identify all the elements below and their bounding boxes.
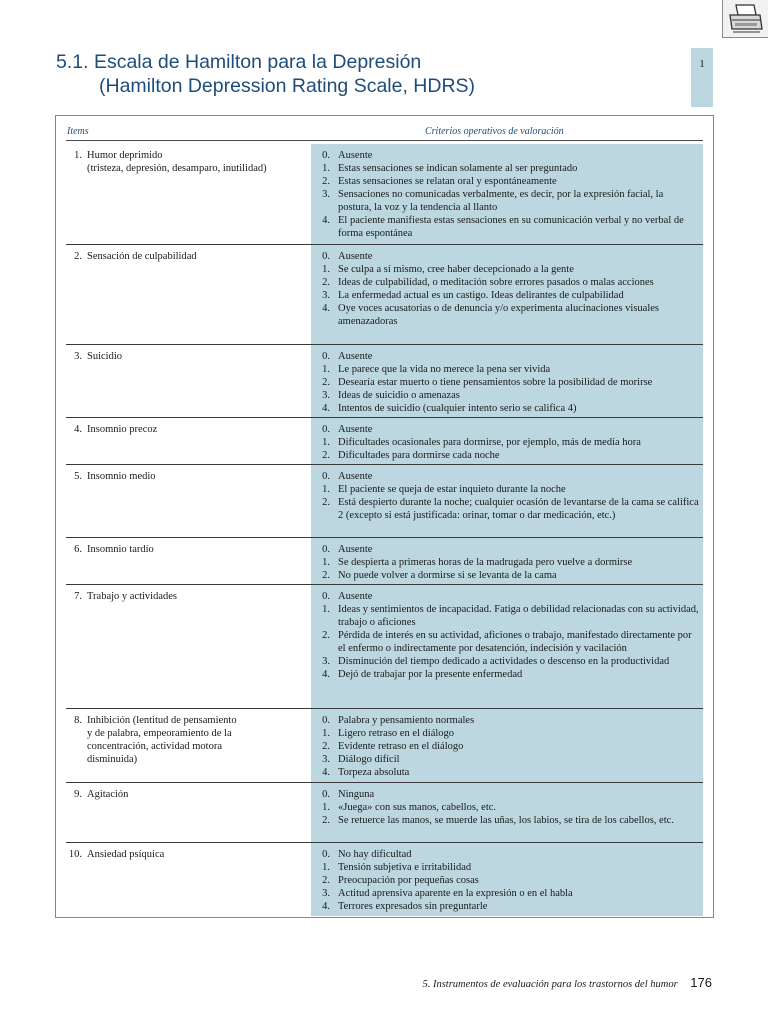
item-label: Agitación (87, 789, 129, 800)
item-label: Humor deprimido (tristeza, depresión, desamparo, inutilidad) (87, 150, 267, 174)
criteria-score: 0. (322, 351, 330, 362)
criteria-text: Dificultades ocasionales para dormirse, por ejemplo, más de media hora (338, 437, 641, 448)
criteria-score: 2. (322, 497, 330, 508)
criteria-score: 2. (322, 176, 330, 187)
criteria-score: 4. (322, 901, 330, 912)
criteria-score: 2. (322, 277, 330, 288)
criteria-option (311, 188, 703, 214)
print-button[interactable] (722, 0, 768, 38)
criteria-option (311, 214, 703, 240)
criteria-text: «Juega» con sus manos, cabellos, etc. (338, 802, 497, 813)
criteria-option (311, 402, 703, 415)
criteria-text: Se culpa a sí mismo, cree haber decepcionado a la gente (338, 264, 574, 275)
item-label: Insomnio tardío (87, 544, 154, 555)
item-cell (66, 783, 311, 801)
section-tab-number: 1 (699, 58, 705, 70)
criteria-text: Se despierta a primeras horas de la madrugada pero vuelve a dormirse (338, 557, 633, 568)
item-number: 2. (74, 251, 82, 262)
criteria-score: 0. (322, 715, 330, 726)
criteria-text: Ausente (338, 544, 373, 555)
criteria-option (311, 766, 703, 779)
item-number: 6. (74, 544, 82, 555)
criteria-text: Ligero retraso en el diálogo (338, 728, 455, 739)
criteria-option (311, 740, 703, 753)
criteria-text: Actitud aprensiva aparente en la expresión o en el habla (338, 888, 573, 899)
criteria-text: Tensión subjetiva e irritabilidad (338, 862, 472, 873)
criteria-option (311, 470, 703, 483)
criteria-text: Ausente (338, 591, 373, 602)
criteria-text: Palabra y pensamiento normales (338, 715, 475, 726)
item-label: Insomnio medio (87, 471, 156, 482)
criteria-option (311, 788, 703, 801)
criteria-score: 1. (322, 437, 330, 448)
criteria-option (311, 714, 703, 727)
table-row (66, 709, 703, 783)
criteria-score: 2. (322, 377, 330, 388)
criteria-score: 3. (322, 656, 330, 667)
criteria-text: Ideas de culpabilidad, o meditación sobre errores pasados o malas acciones (338, 277, 654, 288)
table-row (66, 538, 703, 585)
criteria-cell (311, 783, 703, 842)
table-row (66, 144, 703, 245)
criteria-option (311, 543, 703, 556)
item-number: 4. (74, 424, 82, 435)
criteria-option (311, 302, 703, 328)
criteria-option (311, 569, 703, 582)
criteria-score: 2. (322, 570, 330, 581)
criteria-cell (311, 465, 703, 537)
table-row (66, 245, 703, 345)
item-number: 3. (74, 351, 82, 362)
criteria-score: 4. (322, 403, 330, 414)
criteria-text: Terrores expresados sin preguntarle (338, 901, 488, 912)
title-line-1: 5.1. Escala de Hamilton para la Depresión (56, 51, 422, 73)
criteria-text: Ausente (338, 424, 373, 435)
criteria-option (311, 668, 703, 681)
criteria-text: Ausente (338, 150, 373, 161)
criteria-score: 0. (322, 789, 330, 800)
criteria-option (311, 900, 703, 913)
item-cell (66, 418, 311, 436)
criteria-cell (311, 709, 703, 782)
criteria-option (311, 449, 703, 462)
criteria-text: El paciente se queja de estar inquieto durante la noche (338, 484, 566, 495)
criteria-option (311, 263, 703, 276)
item-cell (66, 144, 311, 175)
criteria-text: Estas sensaciones se indican solamente al ser preguntado (338, 163, 578, 174)
criteria-score: 1. (322, 728, 330, 739)
criteria-option (311, 350, 703, 363)
item-number: 8. (74, 715, 82, 726)
criteria-option (311, 655, 703, 668)
item-cell (66, 585, 311, 603)
criteria-score: 2. (322, 815, 330, 826)
criteria-text: Evidente retraso en el diálogo (338, 741, 464, 752)
item-cell (66, 709, 311, 766)
criteria-score: 1. (322, 862, 330, 873)
criteria-score: 4. (322, 215, 330, 226)
criteria-score: 2. (322, 741, 330, 752)
header-criteria: Criterios operativos de valoración (425, 126, 564, 137)
criteria-score: 3. (322, 754, 330, 765)
criteria-text: Se retuerce las manos, se muerde las uñas, los labios, se tira de los cabellos, etc. (338, 815, 674, 826)
criteria-text: El paciente manifiesta estas sensaciones en su comunicación verbal y no verbal de forma espontánea (338, 215, 684, 239)
item-label: Sensación de culpabilidad (87, 251, 197, 262)
criteria-option (311, 848, 703, 861)
item-cell (66, 538, 311, 556)
criteria-text: No puede volver a dormirse si se levanta de la cama (338, 570, 557, 581)
criteria-option (311, 556, 703, 569)
item-label: Inhibición (lentitud de pensamiento y de palabra, empeoramiento de la concentración, actividad motora disminuida) (87, 715, 237, 765)
item-cell (66, 843, 311, 861)
criteria-option (311, 250, 703, 263)
criteria-score: 0. (322, 251, 330, 262)
criteria-text: Torpeza absoluta (338, 767, 410, 778)
criteria-option (311, 727, 703, 740)
criteria-score: 4. (322, 669, 330, 680)
criteria-text: Está despierto durante la noche; cualquier ocasión de levantarse de la cama se califica 2 (excepto si está justificada: orinar, tomar o dar medicación, etc.) (338, 497, 699, 521)
criteria-text: La enfermedad actual es un castigo. Ideas delirantes de culpabilidad (338, 290, 624, 301)
item-number: 5. (74, 471, 82, 482)
criteria-text: Oye voces acusatorias o de denuncia y/o experimenta alucinaciones visuales amenazadoras (338, 303, 660, 327)
criteria-text: Preocupación por pequeñas cosas (338, 875, 479, 886)
criteria-option (311, 423, 703, 436)
criteria-text: Ausente (338, 351, 373, 362)
criteria-text: Disminución del tiempo dedicado a actividades o descenso en la productividad (338, 656, 670, 667)
criteria-text: Sensaciones no comunicadas verbalmente, es decir, por la expresión facial, la postura, la voz y la tendencia al llanto (338, 189, 664, 213)
criteria-text: Le parece que la vida no merece la pena ser vivida (338, 364, 551, 375)
criteria-option (311, 436, 703, 449)
header-items: Items (67, 126, 89, 137)
criteria-score: 1. (322, 364, 330, 375)
criteria-option (311, 814, 703, 827)
criteria-text: Ausente (338, 471, 373, 482)
criteria-cell (311, 538, 703, 584)
criteria-score: 1. (322, 802, 330, 813)
criteria-score: 3. (322, 888, 330, 899)
criteria-option (311, 289, 703, 302)
criteria-text: Estas sensaciones se relatan oral y espontáneamente (338, 176, 557, 187)
table-row (66, 783, 703, 843)
printer-icon (727, 3, 765, 35)
criteria-option (311, 276, 703, 289)
section-tab (691, 48, 713, 107)
item-cell (66, 345, 311, 363)
criteria-option (311, 629, 703, 655)
criteria-option (311, 496, 703, 522)
criteria-option (311, 753, 703, 766)
criteria-text: Ideas y sentimientos de incapacidad. Fatiga o debilidad relacionadas con su actividad, trabajo o aficiones (338, 604, 699, 628)
criteria-option (311, 376, 703, 389)
criteria-text: Diálogo difícil (338, 754, 400, 765)
criteria-text: Ideas de suicidio o amenazas (338, 390, 460, 401)
criteria-score: 3. (322, 189, 330, 200)
criteria-option (311, 801, 703, 814)
table-row (66, 418, 703, 465)
criteria-option (311, 590, 703, 603)
criteria-score: 2. (322, 875, 330, 886)
criteria-text: Intentos de suicidio (cualquier intento serio se califica 4) (338, 403, 577, 414)
page-number: 176 (690, 975, 712, 990)
criteria-option (311, 874, 703, 887)
criteria-text: Ninguna (338, 789, 375, 800)
criteria-cell (311, 144, 703, 244)
item-label: Insomnio precoz (87, 424, 158, 435)
criteria-option (311, 483, 703, 496)
criteria-option (311, 175, 703, 188)
criteria-score: 3. (322, 390, 330, 401)
criteria-cell (311, 843, 703, 916)
item-cell (66, 465, 311, 483)
criteria-text: No hay dificultad (338, 849, 412, 860)
criteria-score: 0. (322, 424, 330, 435)
criteria-score: 4. (322, 303, 330, 314)
title-line-2: (Hamilton Depression Rating Scale, HDRS) (99, 75, 476, 97)
criteria-score: 4. (322, 767, 330, 778)
criteria-score: 1. (322, 163, 330, 174)
criteria-text: Desearía estar muerto o tiene pensamientos sobre la posibilidad de morirse (338, 377, 653, 388)
criteria-score: 1. (322, 557, 330, 568)
page-footer (422, 975, 712, 990)
item-number: 1. (74, 150, 82, 161)
table-row (66, 843, 703, 916)
header-divider (66, 140, 703, 141)
criteria-cell (311, 345, 703, 417)
criteria-option (311, 887, 703, 900)
page-title (56, 50, 475, 98)
criteria-option (311, 149, 703, 162)
criteria-score: 3. (322, 290, 330, 301)
criteria-option (311, 363, 703, 376)
criteria-cell (311, 585, 703, 708)
criteria-text: Pérdida de interés en su actividad, aficiones o trabajo, manifestado directamente por el enfermo o indirectamente por desatención, indecisión y vacilación (338, 630, 692, 654)
criteria-option (311, 162, 703, 175)
criteria-text: Ausente (338, 251, 373, 262)
item-label: Suicidio (87, 351, 123, 362)
criteria-score: 1. (322, 484, 330, 495)
table-row (66, 465, 703, 538)
criteria-score: 2. (322, 450, 330, 461)
criteria-cell (311, 245, 703, 344)
item-number: 9. (74, 789, 82, 800)
criteria-score: 1. (322, 604, 330, 615)
item-cell (66, 245, 311, 263)
criteria-option (311, 861, 703, 874)
criteria-cell (311, 418, 703, 464)
footer-chapter: 5. Instrumentos de evaluación para los trastornos del humor (422, 979, 678, 990)
criteria-option (311, 603, 703, 629)
criteria-option (311, 389, 703, 402)
table-row (66, 585, 703, 709)
criteria-score: 1. (322, 264, 330, 275)
criteria-score: 2. (322, 630, 330, 641)
criteria-score: 0. (322, 150, 330, 161)
item-number: 10. (68, 849, 82, 860)
item-number: 7. (74, 591, 82, 602)
item-label: Ansiedad psíquica (87, 849, 165, 860)
criteria-score: 0. (322, 591, 330, 602)
criteria-text: Dificultades para dormirse cada noche (338, 450, 500, 461)
table-row (66, 345, 703, 418)
criteria-score: 0. (322, 544, 330, 555)
criteria-text: Dejó de trabajar por la presente enfermedad (338, 669, 523, 680)
criteria-score: 0. (322, 471, 330, 482)
criteria-score: 0. (322, 849, 330, 860)
item-label: Trabajo y actividades (87, 591, 178, 602)
